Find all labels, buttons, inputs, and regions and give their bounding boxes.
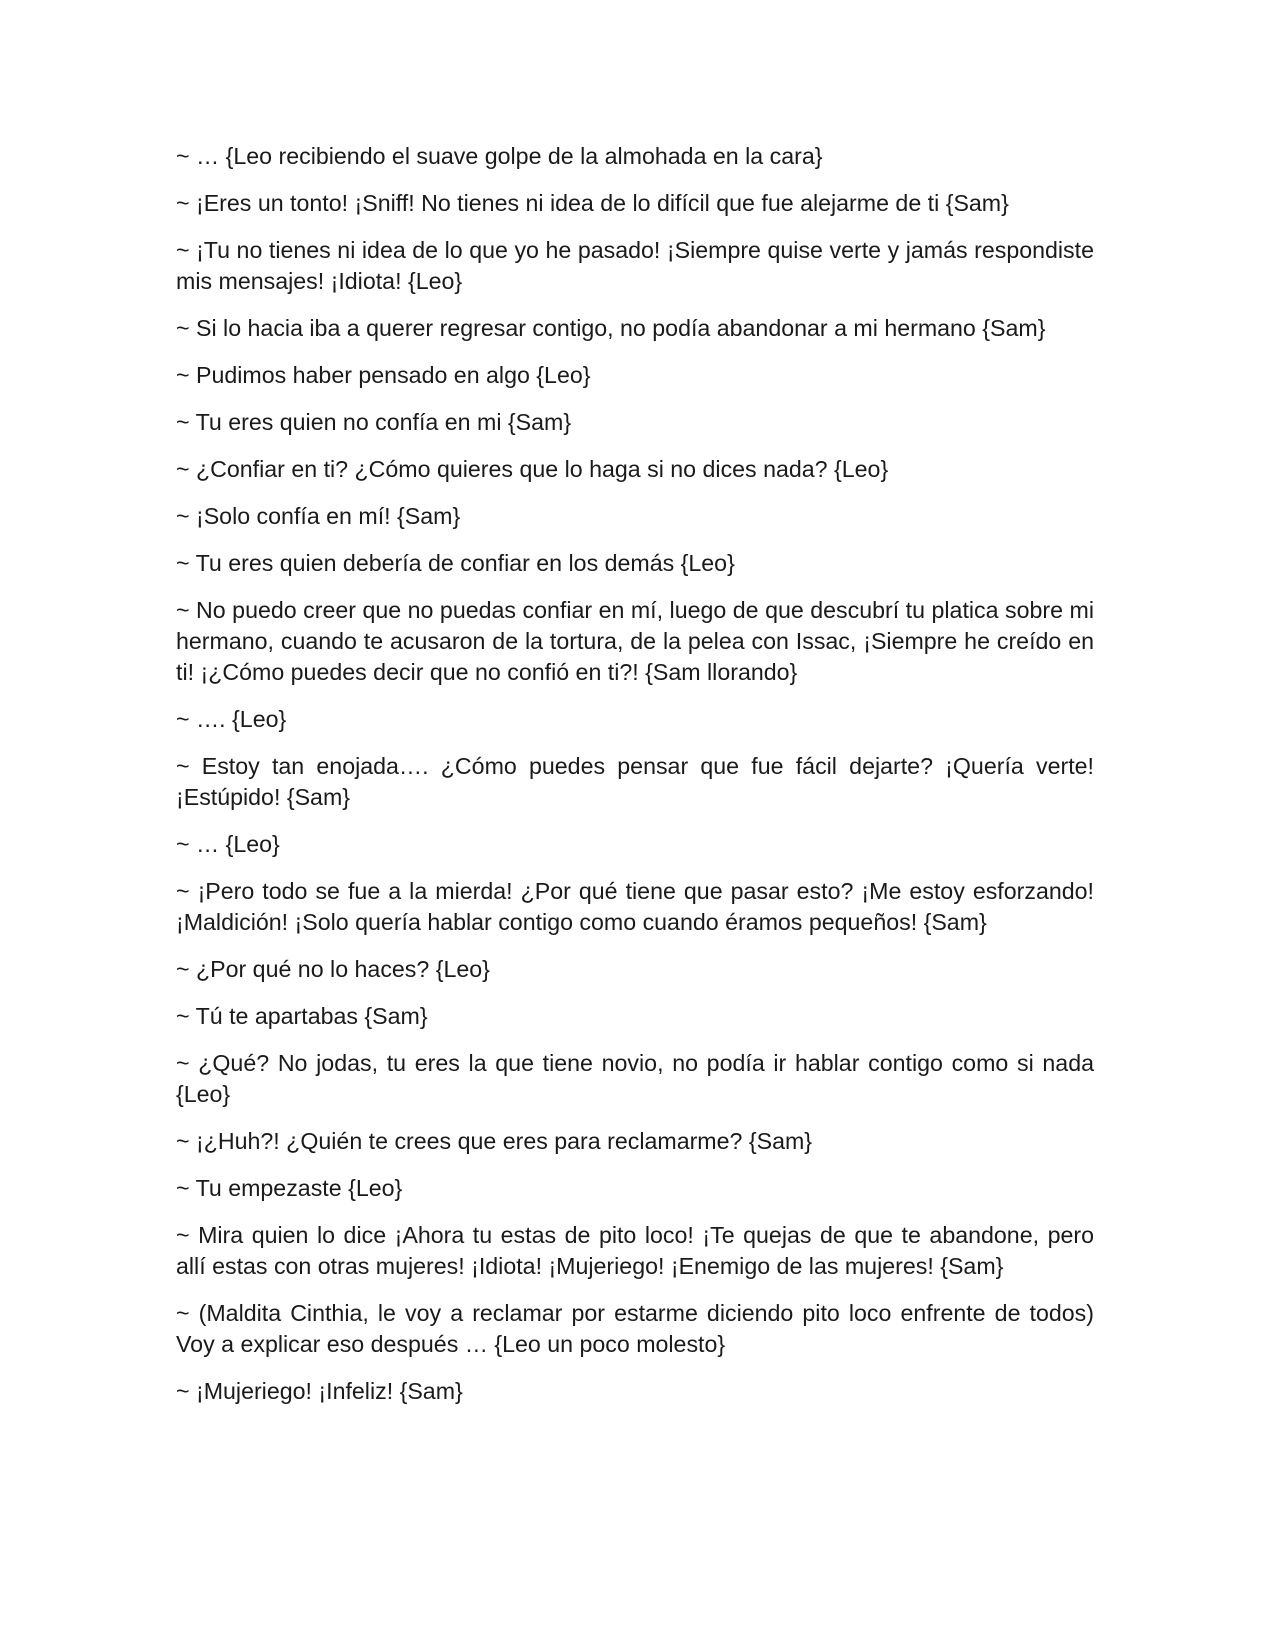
dialogue-line: ~ Tu eres quien debería de confiar en los demás {Leo} bbox=[176, 550, 735, 576]
dialogue-line: ~ ¡¿Huh?! ¿Quién te crees que eres para reclamarme? {Sam} bbox=[176, 1128, 813, 1154]
dialogue-line: ~ Pudimos haber pensado en algo {Leo} bbox=[176, 362, 591, 388]
dialogue-line: ~ No puedo creer que no puedas confiar en mí, luego de que descubrí tu platica sobre mi hermano, cuando te acusaron de la tortura, de la pelea con Issac, ¡Siempre he creído en ti! ¡¿Cómo puedes decir que no confió en ti?! {Sam llorando} bbox=[176, 597, 1094, 685]
dialogue-line: ~ ¿Qué? No jodas, tu eres la que tiene novio, no podía ir hablar contigo como si nada {Leo} bbox=[176, 1050, 1094, 1107]
dialogue-line: ~ ¿Por qué no lo haces? {Leo} bbox=[176, 956, 490, 982]
dialogue-line: ~ ¿Confiar en ti? ¿Cómo quieres que lo haga si no dices nada? {Leo} bbox=[176, 456, 889, 482]
dialogue-line: ~ Si lo hacia iba a querer regresar contigo, no podía abandonar a mi hermano {Sam} bbox=[176, 315, 1046, 341]
dialogue-line: ~ ¡Eres un tonto! ¡Sniff! No tienes ni idea de lo difícil que fue alejarme de ti {Sam} bbox=[176, 190, 1009, 216]
dialogue-line: ~ Tu empezaste {Leo} bbox=[176, 1175, 403, 1201]
dialogue-line: ~ ¡Mujeriego! ¡Infeliz! {Sam} bbox=[176, 1378, 463, 1404]
dialogue-line: ~ Tu eres quien no confía en mi {Sam} bbox=[176, 409, 572, 435]
dialogue-line: ~ ¡Pero todo se fue a la mierda! ¿Por qué tiene que pasar esto? ¡Me estoy esforzando! ¡Maldición! ¡Solo quería hablar contigo como cuando éramos pequeños! {Sam} bbox=[176, 878, 1094, 935]
dialogue-line: ~ Tú te apartabas {Sam} bbox=[176, 1003, 428, 1029]
dialogue-line: ~ ¡Solo confía en mí! {Sam} bbox=[176, 503, 461, 529]
dialogue-line: ~ …. {Leo} bbox=[176, 706, 287, 732]
dialogue-line: ~ Estoy tan enojada…. ¿Cómo puedes pensar que fue fácil dejarte? ¡Quería verte! ¡Estúpido! {Sam} bbox=[176, 753, 1094, 810]
dialogue-line: ~ … {Leo} bbox=[176, 831, 280, 857]
dialogue-line: ~ Mira quien lo dice ¡Ahora tu estas de pito loco! ¡Te quejas de que te abandone, pero allí estas con otras mujeres! ¡Idiota! ¡Mujeriego! ¡Enemigo de las mujeres! {Sam} bbox=[176, 1222, 1094, 1279]
dialogue-line: ~ … {Leo recibiendo el suave golpe de la almohada en la cara} bbox=[176, 143, 823, 169]
document-page bbox=[176, 141, 1094, 1423]
dialogue-line: ~ (Maldita Cinthia, le voy a reclamar por estarme diciendo pito loco enfrente de todos) Voy a explicar eso después … {Leo un poco molesto} bbox=[176, 1300, 1094, 1357]
dialogue-line: ~ ¡Tu no tienes ni idea de lo que yo he pasado! ¡Siempre quise verte y jamás respondiste mis mensajes! ¡Idiota! {Leo} bbox=[176, 237, 1094, 294]
